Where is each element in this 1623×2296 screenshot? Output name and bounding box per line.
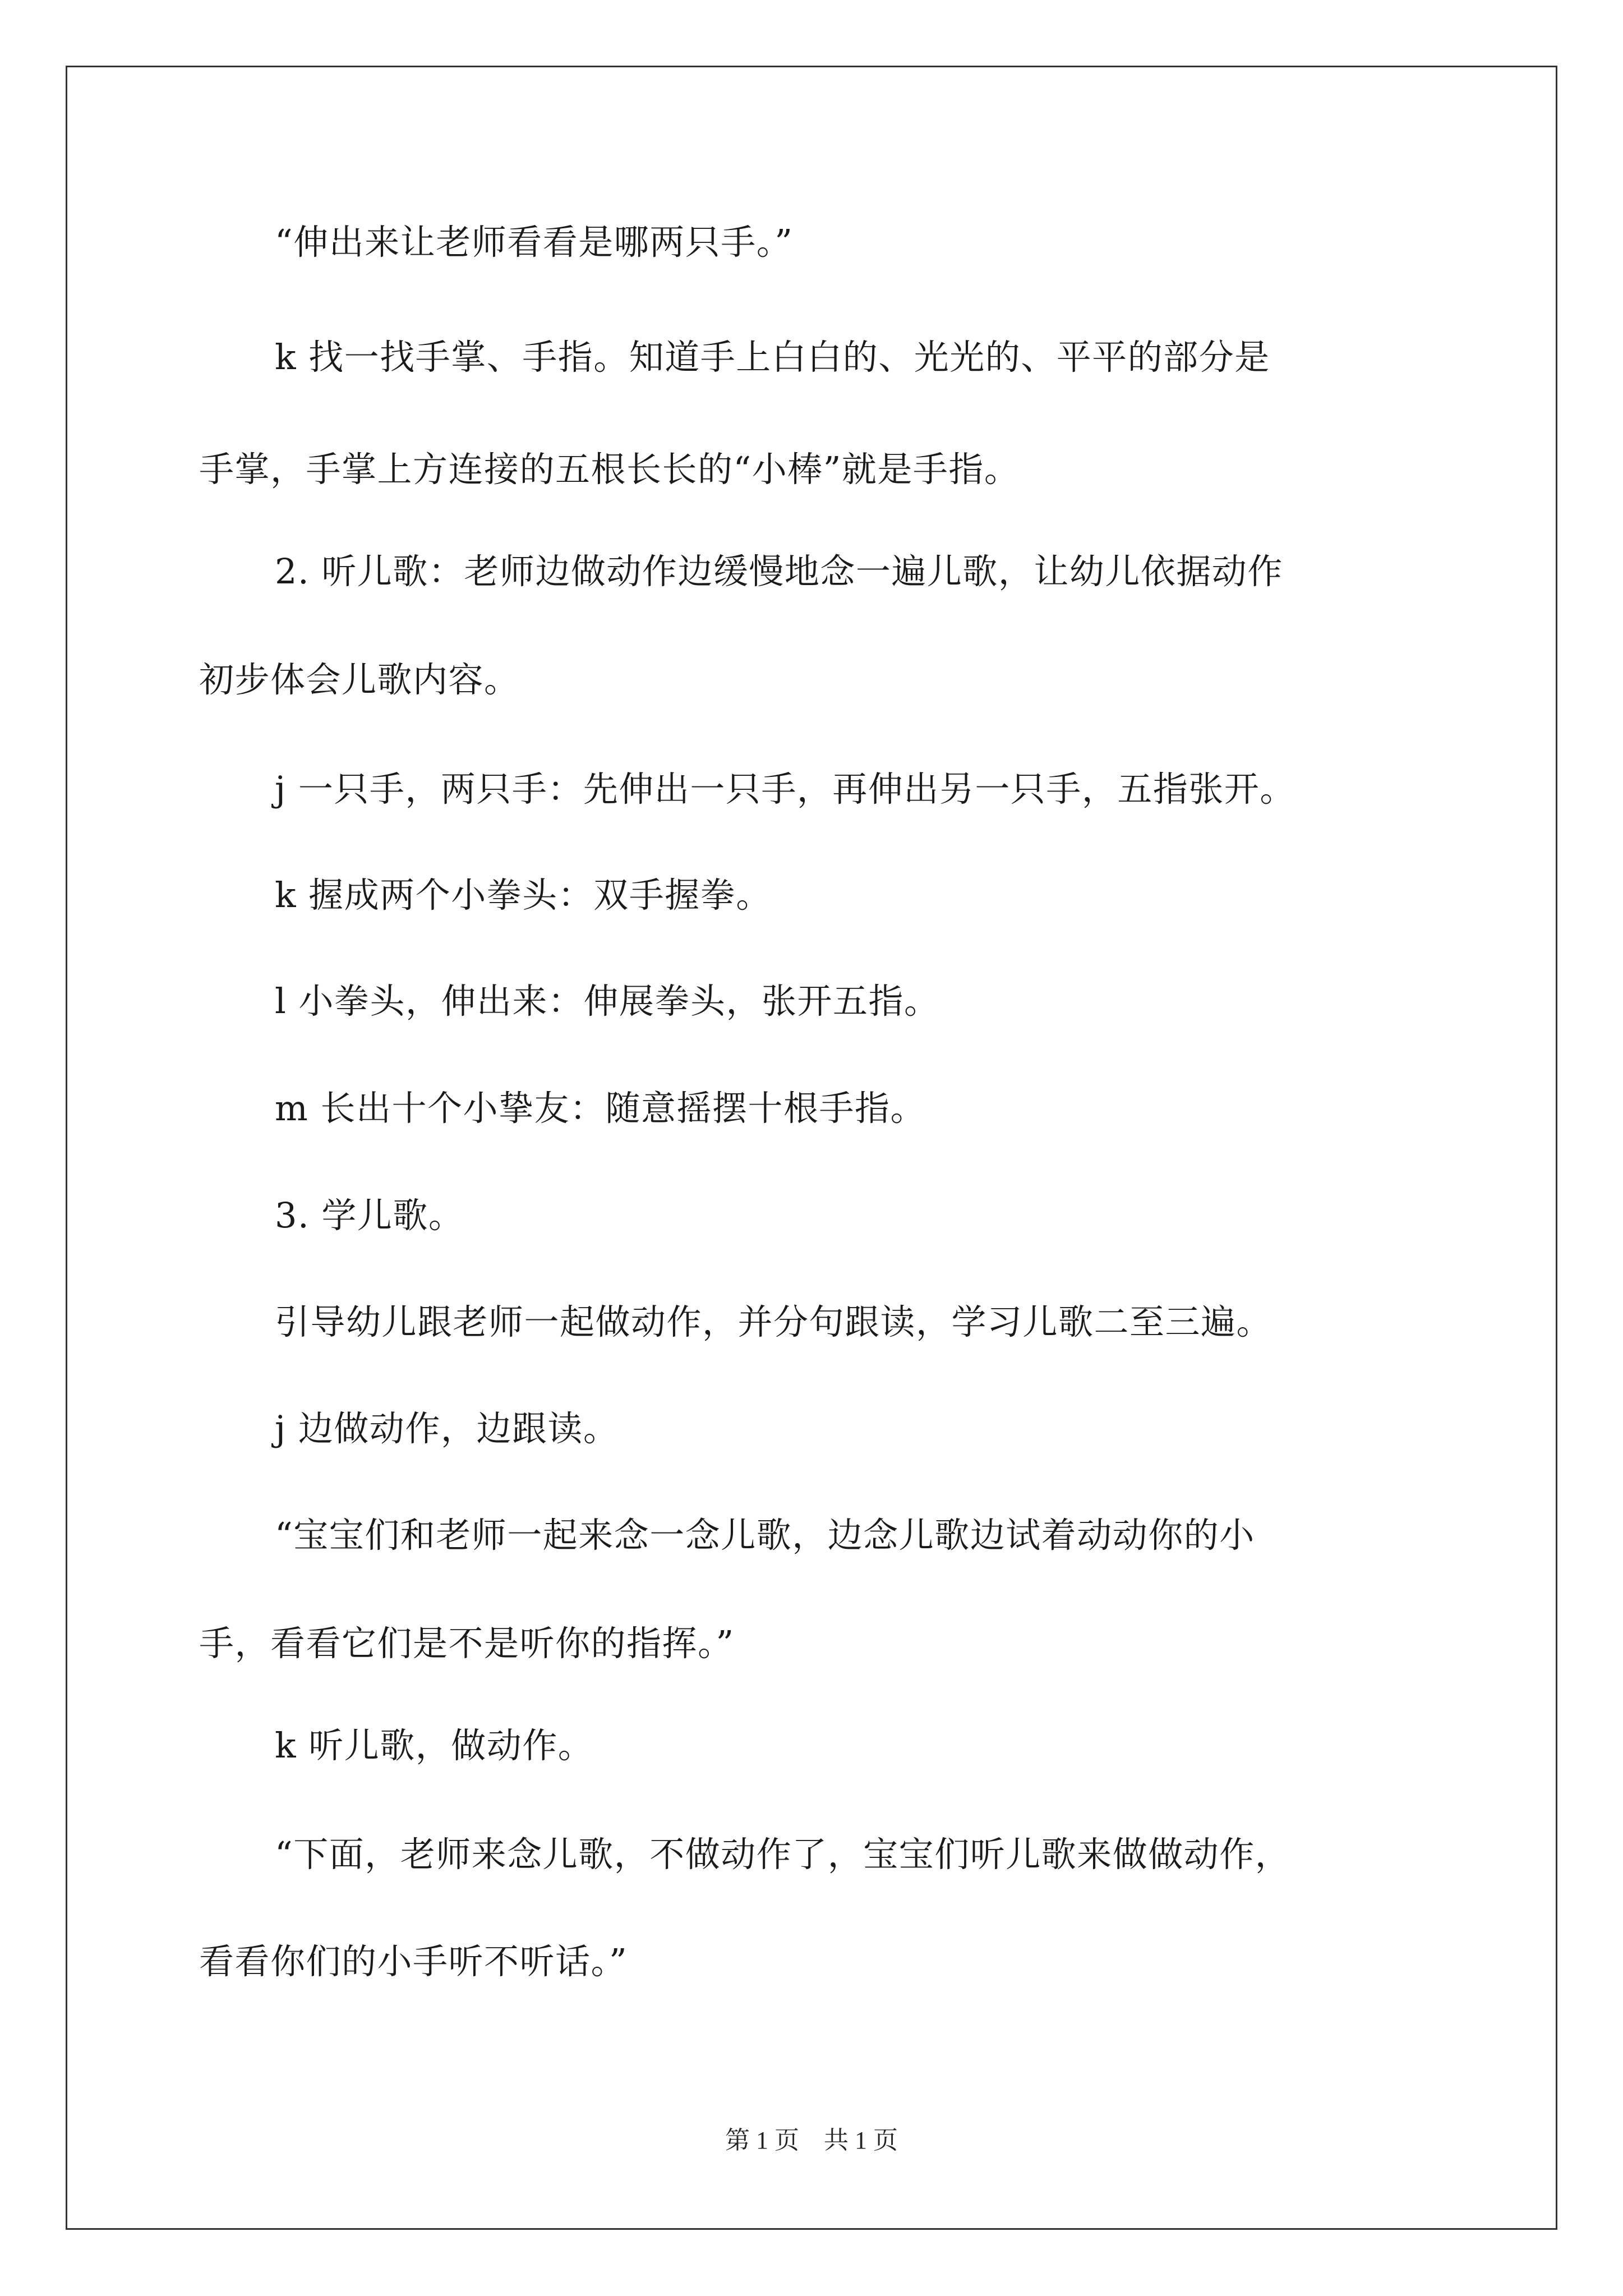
text-line: “伸出来让老师看看是哪两只手。” (275, 222, 794, 263)
text-line: j 边做动作，边跟读。 (275, 1408, 619, 1449)
text-line: l 小拳头，伸出来：伸展拳头，张开五指。 (275, 981, 940, 1022)
text-line: 看看你们的小手听不听话。” (199, 1941, 628, 1982)
page-number-footer: 第 1 页 共 1 页 (725, 2127, 898, 2154)
text-line: 手，看看它们是不是听你的指挥。” (199, 1623, 735, 1664)
text-line: k 听儿歌，做动作。 (275, 1725, 594, 1766)
text-line: 初步体会儿歌内容。 (199, 659, 520, 700)
text-line: 引导幼儿跟老师一起做动作，并分句跟读，学习儿歌二至三遍。 (275, 1301, 1272, 1342)
text-line: “下面，老师来念儿歌，不做动作了，宝宝们听儿歌来做做动作， (275, 1834, 1291, 1875)
text-line: 3. 学儿歌。 (275, 1195, 464, 1236)
text-line: 2. 听儿歌：老师边做动作边缓慢地念一遍儿歌，让幼儿依据动作 (275, 551, 1283, 592)
text-line: m 长出十个小挚友：随意摇摆十根手指。 (275, 1088, 926, 1129)
text-line: “宝宝们和老师一起来念一念儿歌，边念儿歌边试着动动你的小 (275, 1515, 1255, 1556)
text-line: k 找一找手掌、手指。知道手上白白的、光光的、平平的部分是 (275, 337, 1270, 378)
text-line: j 一只手，两只手：先伸出一只手，再伸出另一只手，五指张开。 (275, 769, 1295, 809)
text-line: k 握成两个小拳头：双手握拳。 (275, 875, 772, 915)
text-line: 手掌，手掌上方连接的五根长长的“小棒”就是手指。 (199, 449, 1020, 490)
